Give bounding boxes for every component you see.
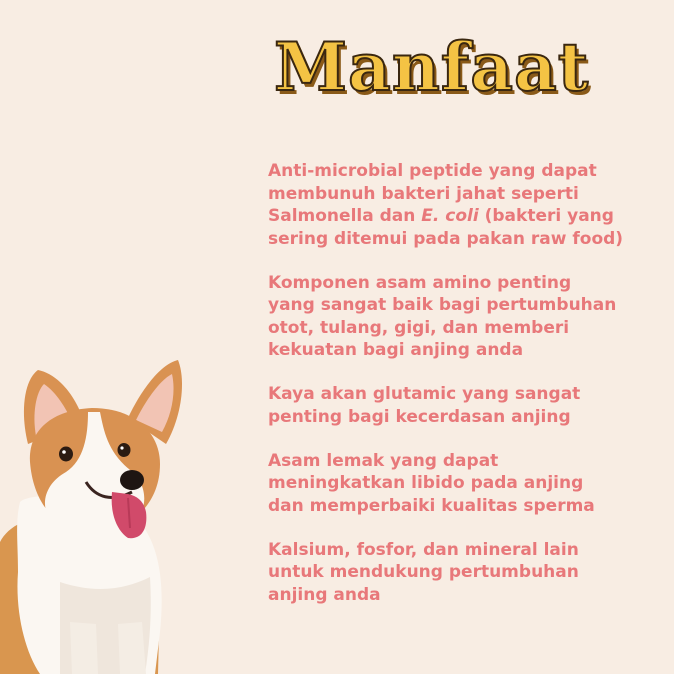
benefit-item-amino-acid: Komponen asam amino penting yang sangat baik bagi pertumbuhan otot, tulang, gigi, dan memberi kekuatan bagi anjing anda [268, 272, 617, 360]
benefit-text-italic: E. coli [421, 206, 479, 226]
benefit-text: Anti-microbial peptide yang dapat membunuh bakteri jahat seperti Salmonella dan [268, 161, 597, 226]
benefit-list [268, 160, 668, 628]
benefit-item-calcium: Kalsium, fosfor, dan mineral lain untuk mendukung pertumbuhan anjing anda [268, 539, 579, 605]
benefit-item-fatty-acid: Asam lemak yang dapat meningkatkan libido pada anjing dan memperbaiki kualitas sperma [268, 450, 595, 516]
benefit-item-antimicrobial [268, 160, 668, 250]
benefit-text: (bakteri yang sering ditemui pada pakan raw food) [268, 206, 624, 249]
corgi-dog-image [0, 352, 190, 674]
benefit-item-glutamic: Kaya akan glutamic yang sangat penting bagi kecerdasan anjing [268, 384, 581, 427]
page-title: Manfaat [274, 28, 590, 106]
